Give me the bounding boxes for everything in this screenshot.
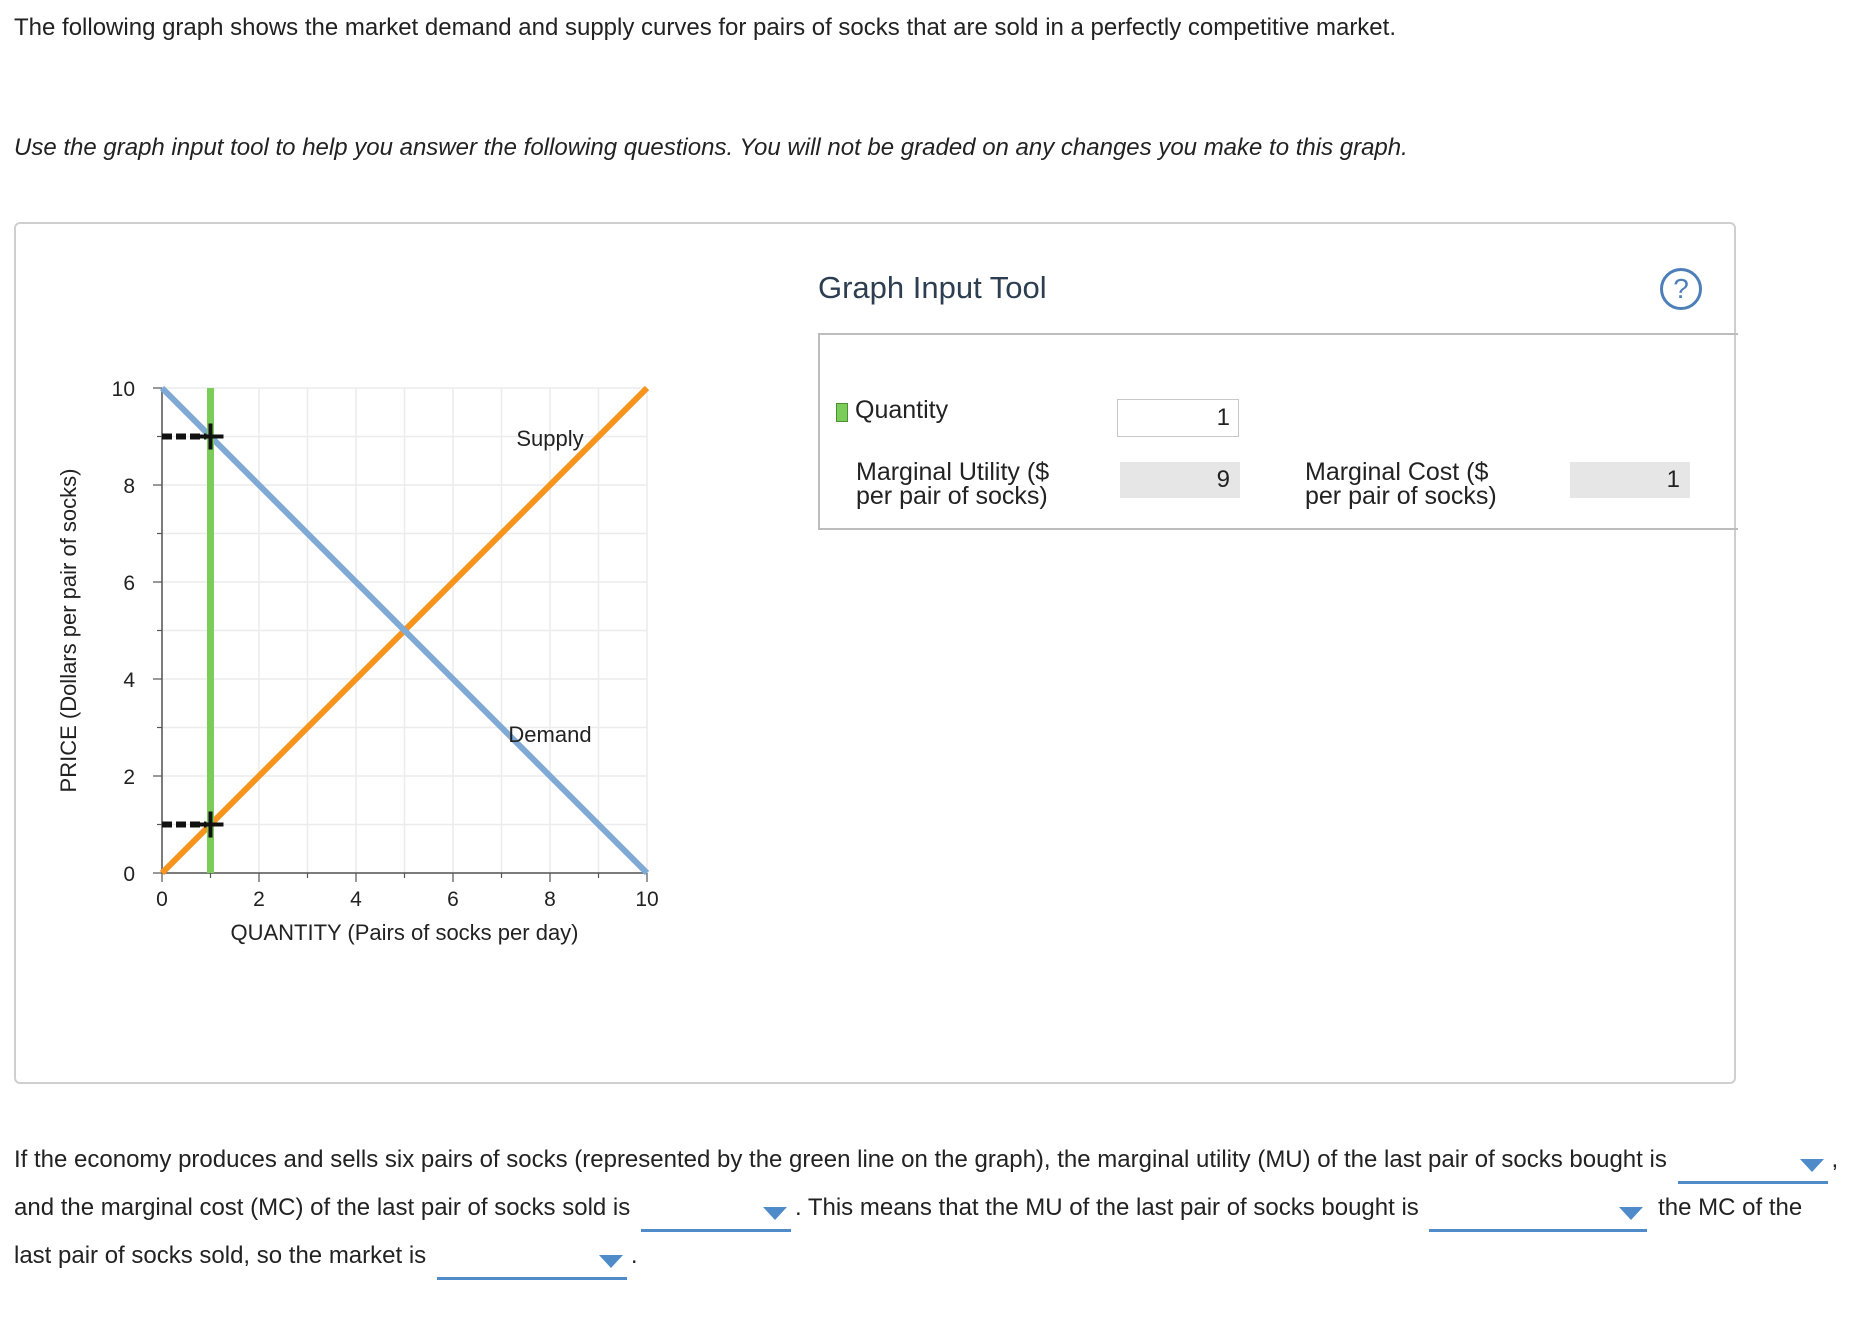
question-part3: . This means that the MU of the last pair of socks bought is	[794, 1194, 1419, 1221]
question-part2: , and the marginal cost (MC) of the last pair of socks sold is	[14, 1146, 1839, 1221]
comparison-dropdown[interactable]	[1429, 1199, 1647, 1232]
marginal-utility-label-line2: per pair of socks)	[856, 482, 1048, 510]
x-tick-label: 0	[156, 888, 168, 911]
question-part1: If the economy produces and sells six pairs of socks (represented by the green line on the graph), the marginal utility (MU) of the last pair of socks bought is	[14, 1146, 1667, 1173]
marginal-cost-value: 1	[1570, 462, 1690, 498]
marginal-utility-label	[856, 460, 1096, 508]
quantity-legend-swatch	[836, 403, 848, 422]
chevron-down-icon	[1619, 1207, 1643, 1220]
x-tick-label: 8	[544, 888, 556, 911]
efficiency-dropdown[interactable]	[437, 1247, 627, 1280]
chevron-down-icon	[1800, 1159, 1824, 1172]
marginal-utility-label-line1: Marginal Utility ($	[856, 458, 1050, 486]
quantity-label: Quantity	[855, 396, 949, 424]
y-tick-label: 2	[123, 766, 135, 789]
x-tick-label: 6	[447, 888, 459, 911]
question-part5: .	[630, 1242, 638, 1269]
x-tick-label: 2	[253, 888, 265, 911]
quantity-input[interactable]	[1117, 399, 1239, 437]
y-tick-label: 6	[123, 572, 135, 595]
marginal-cost-label-line1: Marginal Cost ($	[1305, 458, 1489, 486]
y-tick-label: 4	[123, 669, 135, 692]
help-icon[interactable]: ?	[1660, 268, 1702, 310]
marginal-cost-label-line2: per pair of socks)	[1305, 482, 1497, 510]
y-tick-label: 0	[123, 863, 135, 886]
y-axis-title: PRICE (Dollars per pair of socks)	[56, 468, 81, 793]
supply-label: Supply	[516, 426, 584, 452]
question-text	[14, 1136, 1844, 1280]
y-tick-label: 8	[123, 475, 135, 498]
demand-label: Demand	[508, 722, 592, 748]
x-tick-label: 4	[350, 888, 362, 911]
intro-text: The following graph shows the market demand and supply curves for pairs of socks that are sold in a perfectly competitive market.	[14, 14, 1396, 41]
marginal-cost-label	[1305, 460, 1545, 508]
chevron-down-icon	[599, 1255, 623, 1268]
mu-answer-dropdown[interactable]	[1678, 1151, 1828, 1184]
x-axis-title: QUANTITY (Pairs of socks per day)	[230, 920, 579, 945]
graph-input-tool-title: Graph Input Tool	[818, 270, 1047, 305]
y-tick-label: 10	[111, 378, 135, 401]
question-part4: the MC of the last pair of socks sold, so the market is	[14, 1194, 1803, 1269]
x-tick-label: 10	[635, 888, 659, 911]
instructions-text: Use the graph input tool to help you answer the following questions. You will not be graded on any changes you make to this graph.	[14, 134, 1408, 161]
chevron-down-icon	[763, 1207, 787, 1220]
marginal-utility-value: 9	[1120, 462, 1240, 498]
mc-answer-dropdown[interactable]	[641, 1199, 791, 1232]
